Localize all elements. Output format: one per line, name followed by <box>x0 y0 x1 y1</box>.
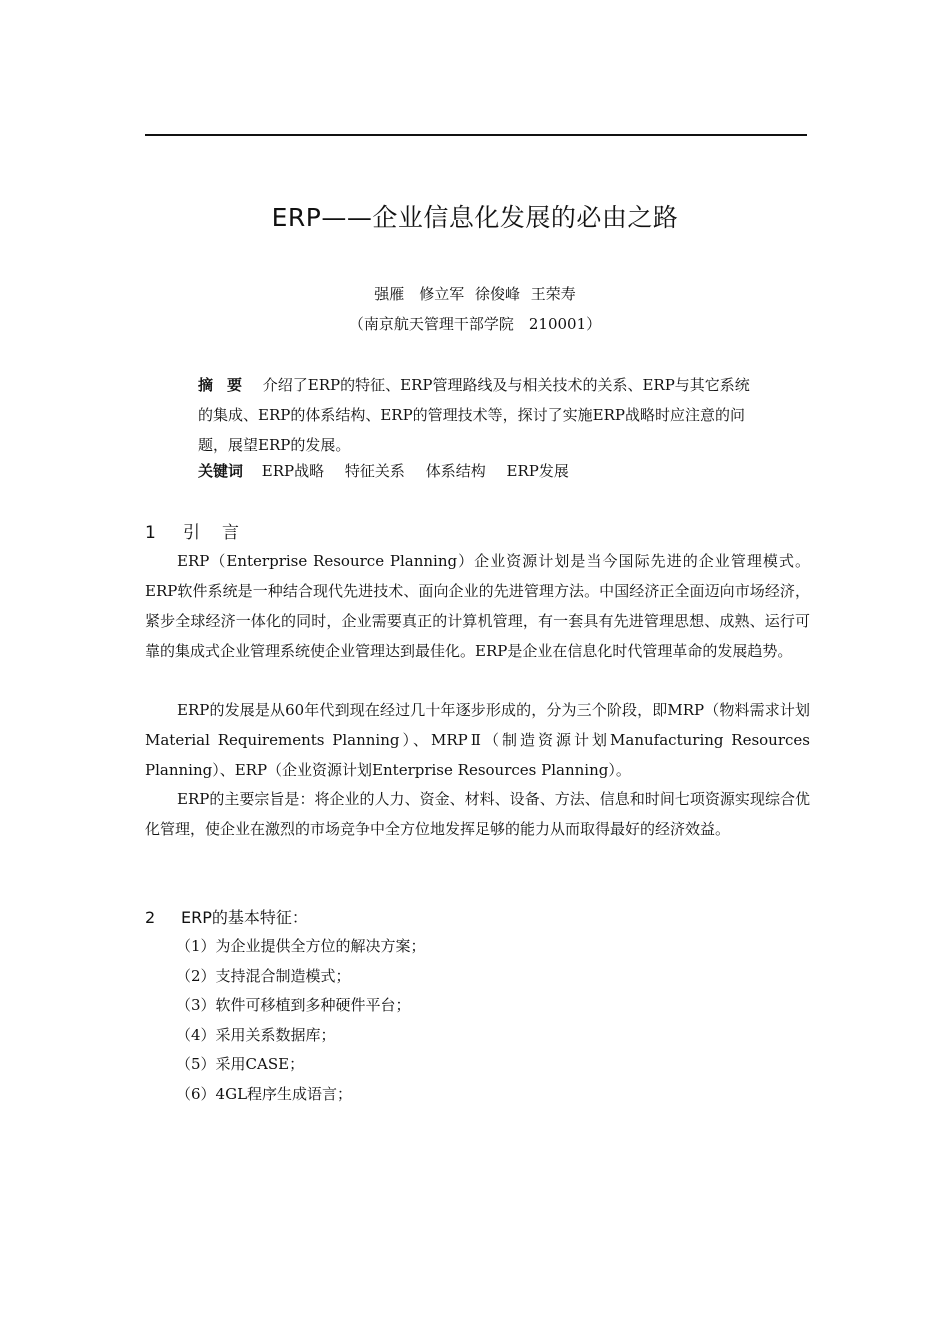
paragraph-text: ERP（Enterprise Resource Planning）企业资源计划是当今国际先进的企业管理模式。ERP软件系统是一种结合现代先进技术、面向企业的先进管理方法。中国经济正全面迈向市场经济，紧步全球经济一体化的同时，企业需要真正的计算机管理，有一套具有先进管理思想、成熟、运行可靠的集成式企业管理系统使企业管理达到最佳化。ERP是企业在信息化时代管理革命的发展趋势。 <box>145 552 810 660</box>
section-number: 2 <box>145 908 156 927</box>
keyword: 特征关系 <box>344 462 405 480</box>
paragraph <box>145 784 810 844</box>
abstract-block <box>198 370 758 460</box>
list-item: （4）采用关系数据库； <box>176 1025 336 1044</box>
list-item: （2）支持混合制造模式； <box>176 966 351 985</box>
feature-list <box>176 932 426 1110</box>
section-2-heading <box>145 905 308 928</box>
paragraph-text: ERP的主要宗旨是：将企业的人力、资金、材料、设备、方法、信息和时间七项资源实现综合优化管理，使企业在激烈的市场竞争中全方位地发挥足够的能力从而取得最好的经济效益。 <box>145 790 810 838</box>
section-number: 1 <box>145 523 156 543</box>
list-item: （6）4GL程序生成语言； <box>176 1084 353 1103</box>
section-1-heading <box>145 518 261 543</box>
header-rule <box>145 134 807 136</box>
paper-title: ERP——企业信息化发展的必由之路 <box>271 203 679 232</box>
list-item: （5）采用CASE； <box>176 1055 305 1074</box>
keyword: ERP发展 <box>506 462 569 480</box>
list-item: （3）软件可移植到多种硬件平台； <box>176 996 411 1015</box>
keyword: 体系结构 <box>425 462 486 480</box>
keywords-block <box>198 458 758 484</box>
abstract-label: 摘要 <box>198 376 257 394</box>
paragraph <box>145 546 810 666</box>
author-list: 强雁 修立军 徐俊峰 王荣寿 <box>374 285 576 303</box>
section-title: 引言 <box>183 523 261 543</box>
keywords-label: 关键词 <box>198 462 244 480</box>
section-title: ERP的基本特征： <box>181 908 308 927</box>
paragraph <box>145 695 810 785</box>
paragraph-text: ERP的发展是从60年代到现在经过几十年逐步形成的，分为三个阶段，即MRP（物料需求计划Material Requirements Planning）、MRPⅡ（制造资源计划Manufacturing Resources Planning）、ERP（企业资源计划Enterprise Resources Planning）。 <box>145 701 810 779</box>
affiliation: （南京航天管理干部学院 210001） <box>348 315 602 333</box>
abstract-text: 介绍了ERP的特征、ERP管理路线及与相关技术的关系、ERP与其它系统的集成、ERP的体系结构、ERP的管理技术等，探讨了实施ERP战略时应注意的问题，展望ERP的发展。 <box>198 376 750 454</box>
list-item: （1）为企业提供全方位的解决方案； <box>176 937 426 955</box>
keyword: ERP战略 <box>261 462 325 480</box>
